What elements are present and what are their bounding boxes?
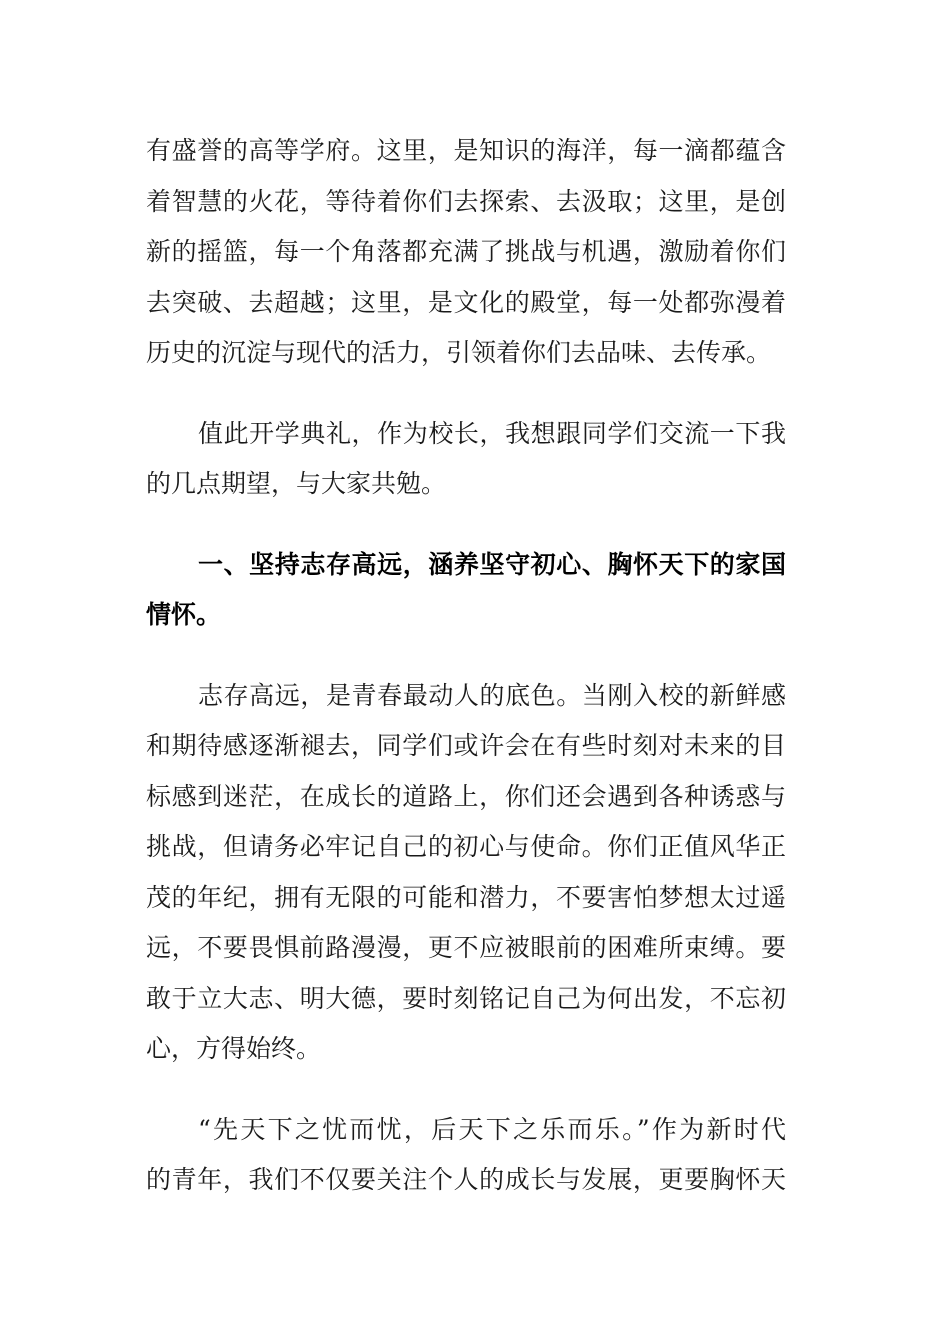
paragraph-quote (146, 1105, 786, 1206)
text-line: 值此开学典礼，作为校长，我想跟同学们交流一下我 (198, 418, 786, 448)
text-line: 去突破、去超越；这里，是文化的殿堂，每一处都弥漫着 (146, 287, 786, 317)
text-line: 茂的年纪，拥有无限的可能和潜力，不要害怕梦想太过遥 (146, 882, 786, 912)
text-line: 新的摇篮，每一个角落都充满了挑战与机遇，激励着你们 (146, 237, 786, 266)
text-line: 历史的沉淀与现代的活力，引领着你们去品味、去传承。 (146, 338, 772, 367)
text-line: 的青年，我们不仅要关注个人的成长与发展，更要胸怀天 (146, 1165, 786, 1194)
paragraph-expectations (146, 409, 786, 510)
text-line: “先天下之忧而忧，后天下之乐而乐。”作为新时代 (198, 1114, 786, 1144)
text-line: 的几点期望，与大家共勉。 (146, 469, 447, 498)
text-line: 着智慧的火花，等待着你们去探索、去汲取；这里，是创 (146, 186, 786, 216)
text-line: 远，不要畏惧前路漫漫，更不应被眼前的困难所束缚。要 (146, 933, 786, 962)
text-line: 心，方得始终。 (146, 1034, 322, 1063)
heading-line: 情怀。 (146, 600, 222, 629)
document-body (146, 126, 786, 1236)
text-line: 有盛誉的高等学府。这里，是知识的海洋，每一滴都蕴含 (146, 136, 786, 165)
heading-line: 一、坚持志存高远，涵养坚守初心、胸怀天下的家国 (198, 549, 786, 579)
text-line: 敢于立大志、明大德，要时刻铭记自己为何出发，不忘初 (146, 983, 786, 1013)
paragraph-ambition (146, 671, 786, 1075)
text-line: 志存高远，是青春最动人的底色。当刚入校的新鲜感 (198, 680, 786, 710)
section-heading-1 (146, 540, 786, 641)
text-line: 挑战，但请务必牢记自己的初心与使命。你们正值风华正 (146, 832, 786, 861)
paragraph-intro-continued (146, 126, 786, 379)
text-line: 标感到迷茫，在成长的道路上，你们还会遇到各种诱惑与 (146, 781, 786, 811)
text-line: 和期待感逐渐褪去，同学们或许会在有些时刻对未来的目 (146, 731, 786, 760)
